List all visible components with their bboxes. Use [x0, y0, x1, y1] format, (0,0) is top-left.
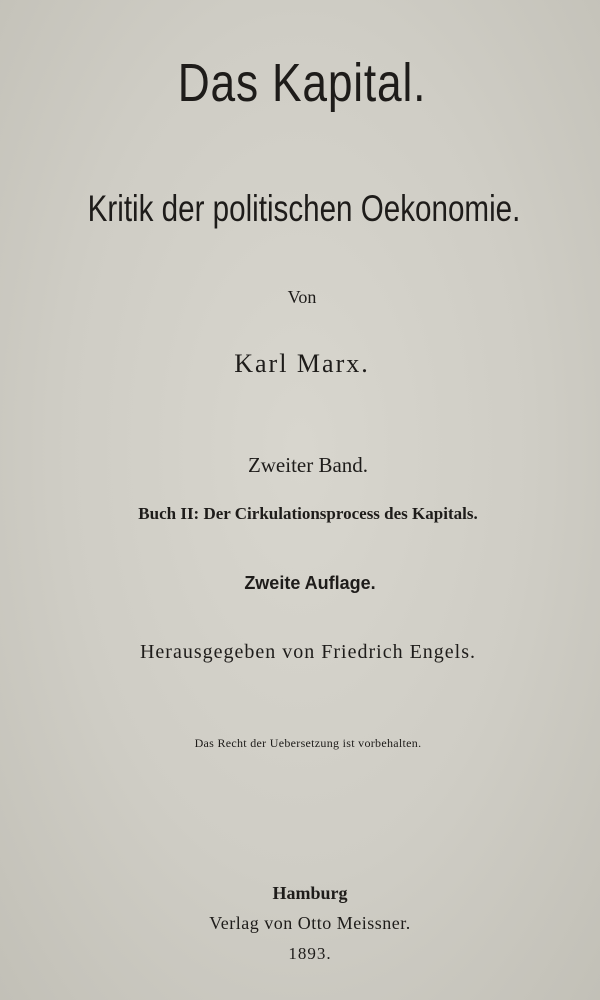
book-part-title: Buch II: Der Cirkulationsprocess des Kapitals. [138, 504, 478, 523]
book-title: Das Kapital. [177, 53, 427, 113]
edition-label: Zweite Auflage. [244, 573, 376, 593]
author-name: Karl Marx. [234, 349, 370, 378]
publication-year: 1893. [288, 944, 332, 963]
editor-line: Herausgegeben von Friedrich Engels. [139, 641, 476, 663]
book-subtitle: Kritik der politischen Oekonomie. [87, 188, 521, 229]
by-line: Von [287, 287, 317, 307]
volume-label: Zweiter Band. [247, 453, 369, 477]
rights-notice: Das Recht der Uebersetzung ist vorbehalten. [194, 736, 422, 750]
publisher-line: Verlag von Otto Meissner. [209, 913, 411, 933]
publication-city: Hamburg [272, 883, 348, 903]
